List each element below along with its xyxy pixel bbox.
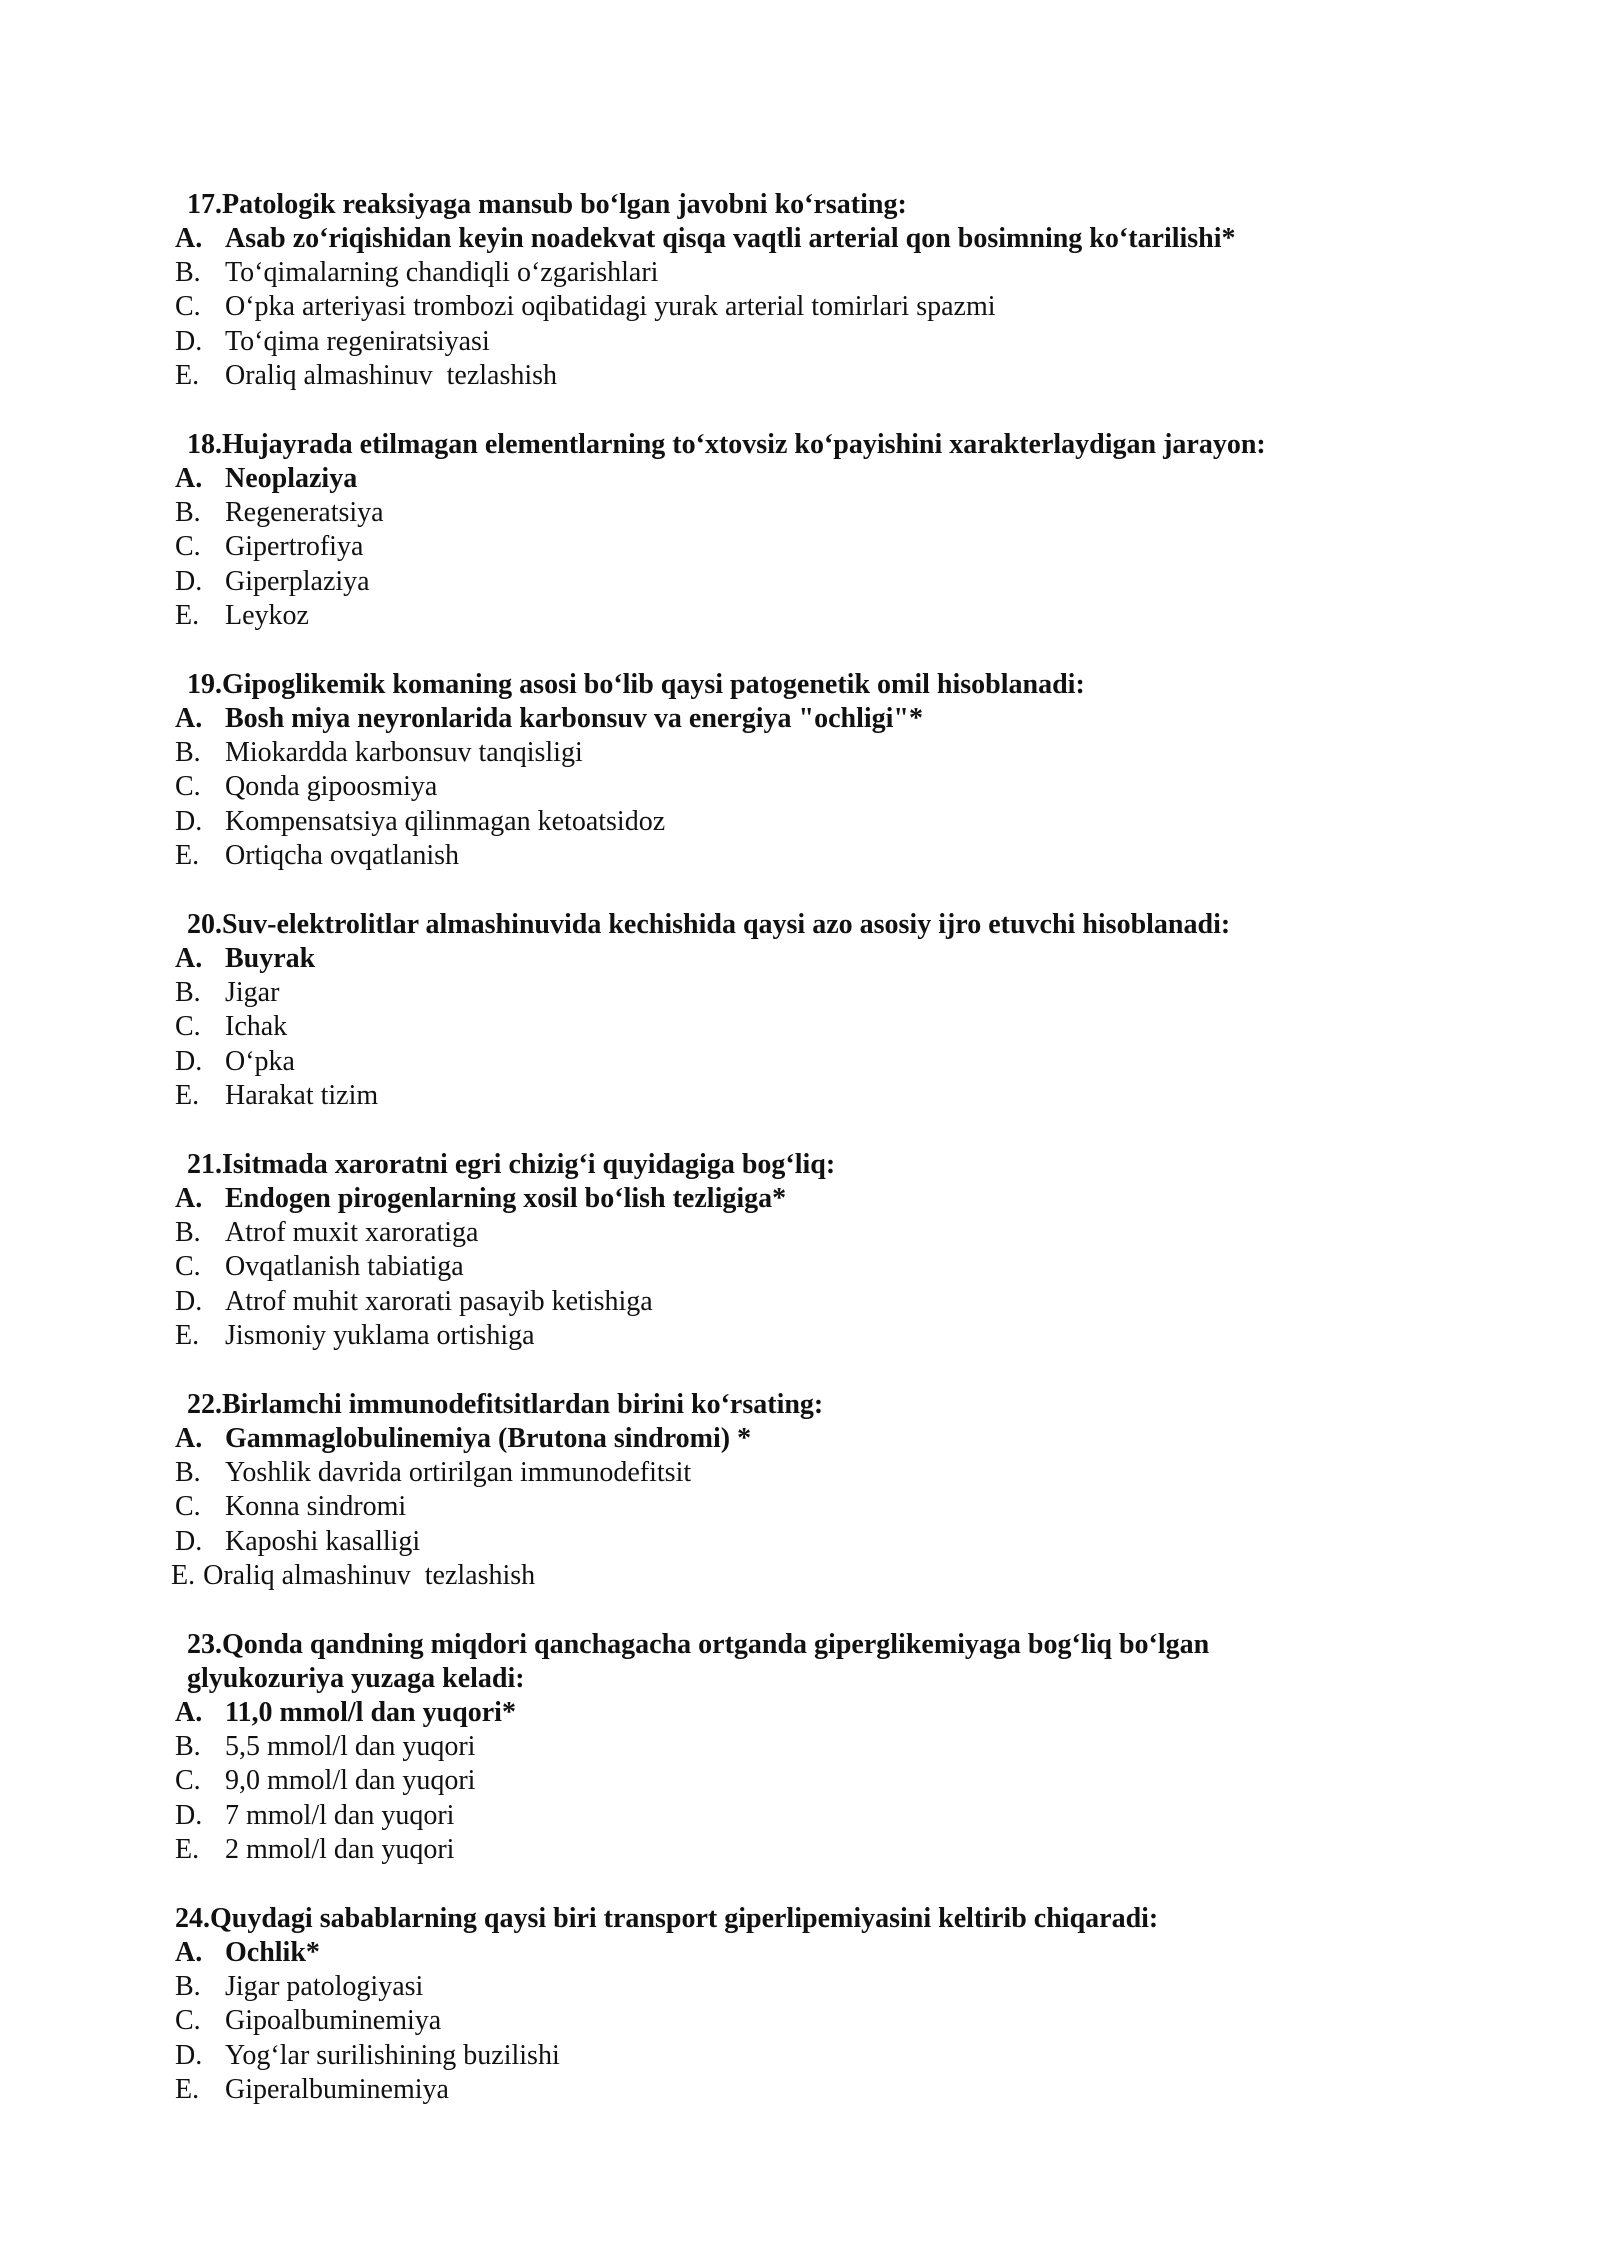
- question-23: [175, 1628, 1475, 1867]
- option-text: Konna sindromi: [225, 1491, 407, 1523]
- option-d: [175, 565, 1475, 599]
- option-letter: C.: [175, 1765, 201, 1797]
- option-text: Gipoalbuminemiya: [225, 2005, 442, 2037]
- option-text: Giperplaziya: [225, 565, 370, 597]
- option-letter: B.: [175, 977, 201, 1009]
- question-title: 24.Quydagi sabablarning qaysi biri transport giperlipemiyasini keltirib chiqaradi:: [175, 1903, 1159, 1934]
- question-title: 23.Qonda qandning miqdori qanchagacha ortganda giperglikemiyaga bog‘liq bo‘lgan: [187, 1629, 1210, 1660]
- option-text: Ichak: [225, 1011, 288, 1043]
- question-18: [175, 428, 1475, 633]
- option-letter: A.: [175, 1697, 203, 1728]
- option-letter: E.: [175, 359, 200, 391]
- option-text: To‘qimalarning chandiqli o‘zgarishlari: [225, 257, 659, 289]
- option-a: [175, 1182, 1475, 1216]
- option-letter: D.: [175, 2039, 203, 2071]
- option-text: Atrof muhit xarorati pasayib ketishiga: [225, 1285, 653, 1317]
- option-c: [175, 1010, 1475, 1044]
- option-c: [175, 530, 1475, 564]
- option-b: [175, 496, 1475, 530]
- option-text: 2 mmol/l dan yuqori: [225, 1833, 455, 1865]
- option-text: To‘qima regeniratsiyasi: [225, 325, 490, 357]
- option-d: [175, 2039, 1475, 2073]
- option-a: [175, 942, 1475, 976]
- option-letter: C.: [175, 531, 201, 563]
- option-text: Bosh miya neyronlarida karbonsuv va energiya "ochligi"*: [225, 703, 923, 734]
- question-title-line2: glyukozuriya yuzaga keladi:: [187, 1663, 525, 1694]
- option-letter: C.: [175, 771, 201, 803]
- option-text: Giperalbuminemiya: [225, 2073, 449, 2105]
- option-letter: B.: [175, 737, 201, 769]
- option-text: 7 mmol/l dan yuqori: [225, 1799, 455, 1831]
- option-text: O‘pka: [225, 1045, 295, 1077]
- question-19: [175, 668, 1475, 873]
- option-c: [175, 1250, 1475, 1284]
- option-c: [175, 290, 1475, 324]
- option-letter: B.: [175, 1971, 201, 2003]
- option-text: 9,0 mmol/l dan yuqori: [225, 1765, 476, 1797]
- option-b: [175, 736, 1475, 770]
- option-letter: A.: [175, 943, 203, 974]
- option-text: Qonda gipoosmiya: [225, 771, 438, 803]
- option-letter: C.: [175, 1251, 201, 1283]
- option-text: Leykoz: [225, 599, 309, 631]
- option-letter: B.: [175, 1731, 201, 1763]
- option-text: Yoshlik davrida ortirilgan immunodefitsit: [225, 1457, 692, 1489]
- option-e: [175, 839, 1475, 873]
- option-letter: B.: [175, 257, 201, 289]
- option-text: Atrof muxit xaroratiga: [225, 1217, 479, 1249]
- option-text: Ochlik*: [225, 1937, 320, 1968]
- option-d: [175, 805, 1475, 839]
- option-text: Yog‘lar surilishining buzilishi: [225, 2039, 560, 2071]
- option-text: Harakat tizim: [225, 1079, 379, 1111]
- option-text: Ortiqcha ovqatlanish: [225, 839, 460, 871]
- option-letter: E.: [175, 1833, 200, 1865]
- option-text: Jismoniy yuklama ortishiga: [225, 1319, 535, 1351]
- option-letter: A.: [175, 463, 203, 494]
- option-b: [175, 1970, 1475, 2004]
- option-text: 5,5 mmol/l dan yuqori: [225, 1731, 476, 1763]
- question-title: 21.Isitmada xaroratni egri chizig‘i quyidagiga bog‘liq:: [187, 1149, 836, 1180]
- option-letter: A.: [175, 1423, 203, 1454]
- option-b: [175, 1216, 1475, 1250]
- option-text: Gipertrofiya: [225, 531, 364, 563]
- option-c: [175, 770, 1475, 804]
- option-text: Gammaglobulinemiya (Brutona sindromi) *: [225, 1423, 752, 1454]
- option-e: [171, 1559, 1475, 1593]
- option-letter: D.: [175, 1285, 203, 1317]
- option-b: [175, 256, 1475, 290]
- question-21: [175, 1148, 1475, 1353]
- option-letter: D.: [175, 565, 203, 597]
- option-letter: A.: [175, 1937, 203, 1968]
- option-letter: C.: [175, 2005, 201, 2037]
- option-text: O‘pka arteriyasi trombozi oqibatidagi yurak arterial tomirlari spazmi: [225, 291, 996, 323]
- option-text: Oraliq almashinuv tezlashish: [225, 359, 558, 391]
- option-text: Asab zo‘riqishidan keyin noadekvat qisqa vaqtli arterial qon bosimning ko‘tarilishi*: [225, 223, 1236, 254]
- option-e: [175, 599, 1475, 633]
- option-letter: C.: [175, 291, 201, 323]
- option-letter: E.: [175, 599, 200, 631]
- option-e: [175, 1079, 1475, 1113]
- option-text: Neoplaziya: [225, 463, 358, 494]
- option-text: Jigar patologiyasi: [225, 1971, 424, 2003]
- option-text: Oraliq almashinuv tezlashish: [203, 1559, 536, 1591]
- option-text: Miokardda karbonsuv tanqisligi: [225, 737, 583, 769]
- option-text: Ovqatlanish tabiatiga: [225, 1251, 464, 1283]
- question-20: [175, 908, 1475, 1113]
- option-letter: E.: [171, 1559, 196, 1591]
- option-a: [175, 462, 1475, 496]
- option-e: [175, 1319, 1475, 1353]
- option-a: [175, 702, 1475, 736]
- option-letter: A.: [175, 703, 203, 734]
- option-letter: E.: [175, 1319, 200, 1351]
- option-text: Buyrak: [225, 943, 316, 974]
- option-letter: C.: [175, 1491, 201, 1523]
- option-e: [175, 359, 1475, 393]
- option-d: [175, 1285, 1475, 1319]
- option-text: Regeneratsiya: [225, 497, 384, 529]
- option-c: [175, 2004, 1475, 2038]
- option-letter: A.: [175, 223, 203, 254]
- option-d: [175, 1045, 1475, 1079]
- option-text: Endogen pirogenlarning xosil bo‘lish tezligiga*: [225, 1183, 787, 1214]
- option-letter: B.: [175, 1457, 201, 1489]
- option-d: [175, 1525, 1475, 1559]
- option-letter: D.: [175, 805, 203, 837]
- option-text: Kompensatsiya qilinmagan ketoatsidoz: [225, 805, 666, 837]
- option-text: Jigar: [225, 977, 280, 1009]
- question-24: [175, 1902, 1475, 2107]
- question-title: 19.Gipoglikemik komaning asosi bo‘lib qaysi patogenetik omil hisoblanadi:: [187, 669, 1085, 700]
- question-17: [175, 188, 1475, 393]
- option-letter: E.: [175, 1079, 200, 1111]
- option-a: [175, 1936, 1475, 1970]
- option-letter: E.: [175, 839, 200, 871]
- question-title: 20.Suv-elektrolitlar almashinuvida kechishida qaysi azo asosiy ijro etuvchi hisoblanadi:: [187, 909, 1231, 940]
- option-b: [175, 1456, 1475, 1490]
- option-letter: A.: [175, 1183, 203, 1214]
- option-d: [175, 1799, 1475, 1833]
- option-e: [175, 1833, 1475, 1867]
- option-letter: D.: [175, 1045, 203, 1077]
- option-letter: B.: [175, 1217, 201, 1249]
- option-c: [175, 1764, 1475, 1798]
- option-letter: D.: [175, 1525, 203, 1557]
- option-letter: C.: [175, 1011, 201, 1043]
- option-b: [175, 976, 1475, 1010]
- option-e: [175, 2073, 1475, 2107]
- question-title: 17.Patologik reaksiyaga mansub bo‘lgan javobni ko‘rsating:: [187, 189, 907, 220]
- option-a: [175, 222, 1475, 256]
- option-b: [175, 1730, 1475, 1764]
- option-letter: E.: [175, 2073, 200, 2105]
- option-text: Kaposhi kasalligi: [225, 1525, 421, 1557]
- question-title: 22.Birlamchi immunodefitsitlardan birini ko‘rsating:: [187, 1389, 824, 1420]
- option-a: [175, 1696, 1475, 1730]
- option-c: [175, 1490, 1475, 1524]
- question-22: [171, 1388, 1475, 1593]
- question-title: 18.Hujayrada etilmagan elementlarning to‘xtovsiz ko‘payishini xarakterlaydigan jarayon:: [187, 429, 1266, 460]
- option-a: [175, 1422, 1475, 1456]
- option-text: 11,0 mmol/l dan yuqori*: [225, 1697, 516, 1728]
- option-letter: B.: [175, 497, 201, 529]
- option-letter: D.: [175, 1799, 203, 1831]
- option-d: [175, 325, 1475, 359]
- option-letter: D.: [175, 325, 203, 357]
